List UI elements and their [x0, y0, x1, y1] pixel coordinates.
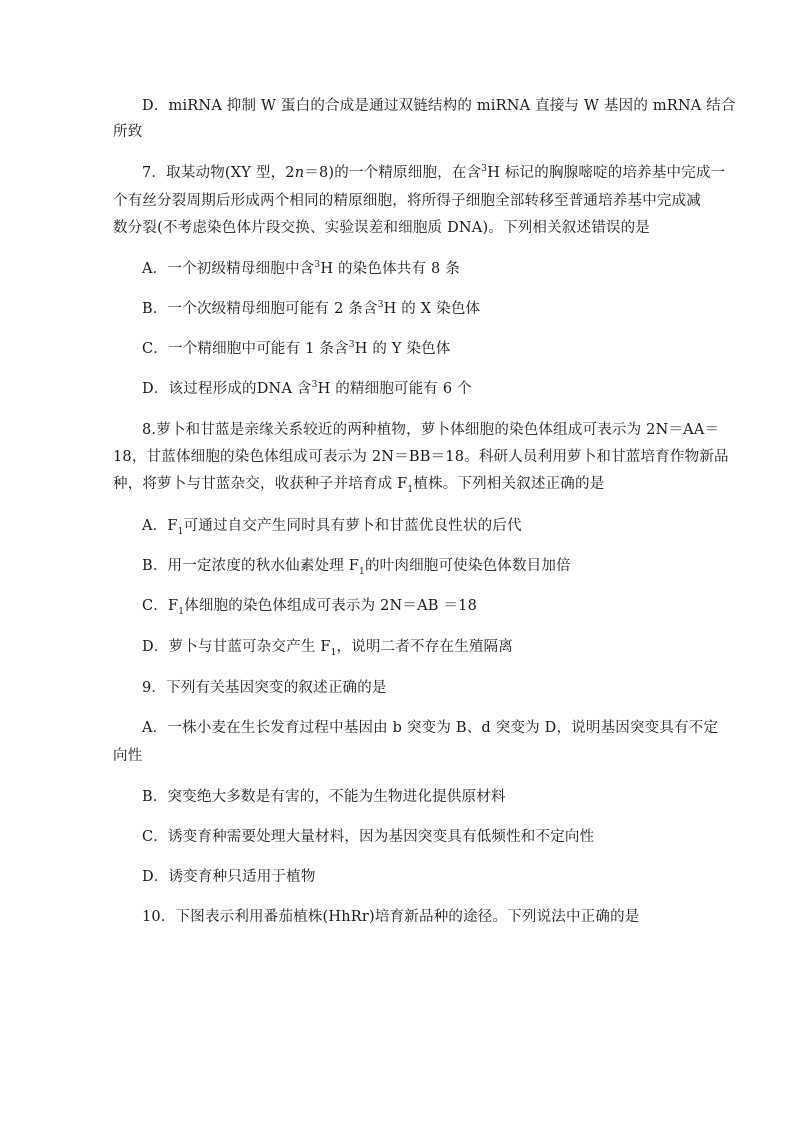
q8-option-b: B．用一定浓度的秋水仙素处理 $F_1$的叶肉细胞可使染色体数目加倍: [142, 558, 571, 577]
q9-stem: 9．下列有关基因突变的叙述正确的是: [142, 680, 387, 696]
q9-option-c: C．诱变育种需要处理大量材料，因为基因突变具有低频性和不定向性: [142, 829, 595, 845]
q7-stem-line3: 数分裂(不考虑染色体片段交换、实验误差和细胞质 DNA)。下列相关叙述错误的是: [113, 220, 651, 236]
q8-option-c: C．$F_1$体细胞的染色体组成可表示为 2N＝AB ＝18: [142, 598, 478, 617]
q8-stem-line3: 种，将萝卜与甘蓝杂交，收获种子并培育成 $F_1$植株。下列相关叙述正确的是: [113, 476, 605, 495]
q7-stem-line1: 7．取某动物(XY 型，2n＝8)的一个精原细胞，在含$^3$H 标记的胸腺嘧啶的培养基中完成一: [142, 164, 726, 181]
q8-option-a: A．$F_1$可通过自交产生同时具有萝卜和甘蓝优良性状的后代: [142, 518, 522, 537]
q9-option-a-line2: 向性: [113, 748, 143, 764]
q9-option-d: D．诱变育种只适用于植物: [142, 869, 316, 885]
q7-option-b: B．一个次级精母细胞可能有 2 条含$^3$H 的 X 染色体: [142, 300, 481, 317]
q6-option-d-line2: 所致: [113, 124, 143, 140]
q7-option-d: D．该过程形成的DNA 含$^3$H 的精细胞可能有 6 个: [142, 380, 472, 397]
q8-stem-line2: 18，甘蓝体细胞的染色体组成可表示为 2N＝BB＝18。科研人员利用萝卜和甘蓝培育作物新品: [113, 449, 729, 465]
q10-stem: 10．下图表示利用番茄植株(HhRr)培育新品种的途径。下列说法中正确的是: [142, 909, 640, 925]
q7-option-a: A．一个初级精母细胞中含$^3$H 的染色体共有 8 条: [142, 260, 460, 277]
q7-option-c: C．一个精细胞中可能有 1 条含$^3$H 的 Y 染色体: [142, 340, 451, 357]
q7-stem-line2: 个有丝分裂周期后形成两个相同的精原细胞，将所得子细胞全部转移至普通培养基中完成减: [113, 193, 701, 209]
q9-option-b: B．突变绝大多数是有害的，不能为生物进化提供原材料: [142, 789, 506, 805]
q8-stem-line1: 8.萝卜和甘蓝是亲缘关系较近的两种植物，萝卜体细胞的染色体组成可表示为 2N＝AA＝: [142, 422, 720, 438]
q6-option-d-line1: D．miRNA 抑制 W 蛋白的合成是通过双链结构的 miRNA 直接与 W 基因的 mRNA 结合: [142, 98, 736, 114]
q8-option-d: D．萝卜与甘蓝可杂交产生 $F_1$，说明二者不存在生殖隔离: [142, 639, 513, 658]
q9-option-a-line1: A．一株小麦在生长发育过程中基因由 b 突变为 B、d 突变为 D，说明基因突变具有不定: [142, 720, 719, 736]
